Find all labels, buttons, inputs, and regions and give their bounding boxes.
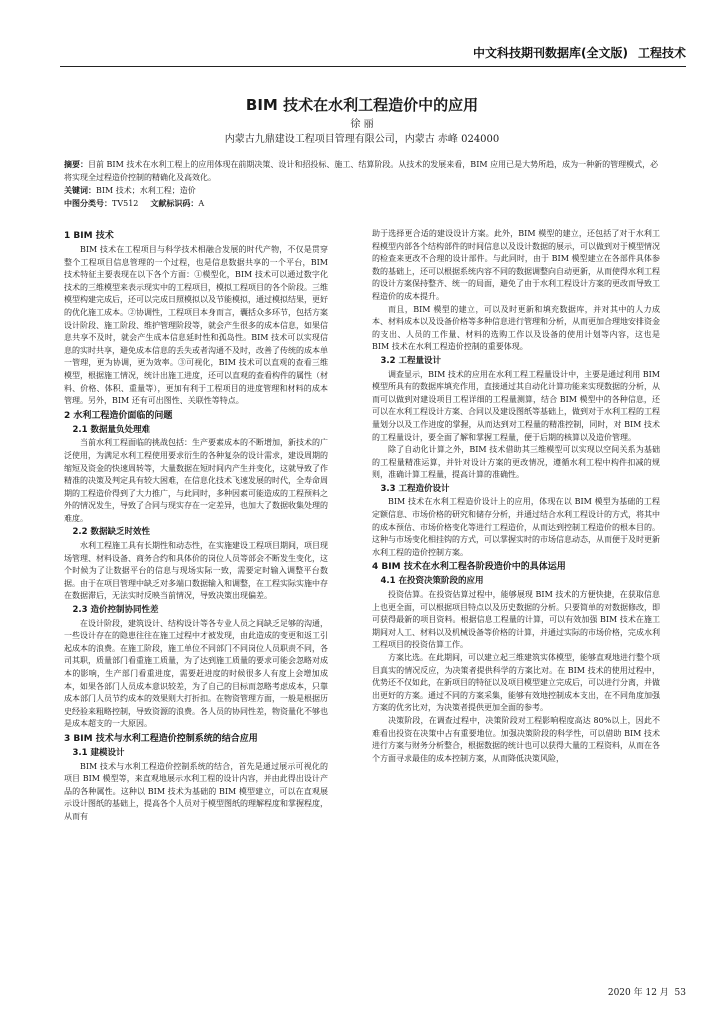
subsection-heading: 2.3 造价控制协同性差: [72, 605, 159, 616]
abstract-text: 目前 BIM 技术在水利工程上的应用体现在前期决策、设计和招投标、施工、结算阶段。从技术的发展来看，BIM 应用已是大势所趋，成为一种新的管理模式，必将实现全过程造价控制的精确化及高效化。: [64, 160, 659, 182]
subsection-heading: 3.3 工程造价设计: [380, 483, 450, 494]
clc-value: TV512: [112, 199, 139, 208]
affiliation: 内蒙古九鼎建设工程项目管理有限公司，内蒙古 赤峰 024000: [224, 134, 500, 145]
paragraph: 而且，BIM 模型的建立，可以及时更新和填充数据库，并对其中的人力成本、材料成本以及设备价格等多种信息进行管理和分析，从而更加合理地安排资金的支出、人员的工作量、材料的选购工作以及设备的使用计划等内容，这也是 BIM 技术在水利工程造价控制的重要体现。: [372, 304, 660, 352]
keywords-text: BIM 技术；水利工程；造价: [96, 186, 196, 195]
right-column: [372, 228, 660, 765]
header-rule: [60, 66, 686, 67]
article-title: BIM 技术在水利工程造价中的应用: [245, 96, 479, 114]
subsection-heading: 3.1 建模设计: [72, 747, 125, 758]
section-name: 工程技术: [637, 46, 686, 60]
paragraph: 水利工程施工具有长期性和动态性，在实施建设工程项目期间，项目现场管理、材料设备、商务合约和具体价的岗位人员等部会不断发生变化，这个时候为了让数据平台的信息与现场实际一致，需要定时输入调整平台数据。由于在项目管理中缺乏对多端口数据输入和调整，在工程实际实施中存在数据滞后，无法实时反映当前情况，导致决策出现偏差。: [64, 541, 328, 601]
section-heading: 2 水利工程造价面临的问题: [64, 410, 173, 421]
paragraph: 助于选择更合适的建设设计方案。此外，BIM 模型的建立，还包括了对于水利工程模型内部各个结构部件的时间信息以及设计数据的展示，可以做到对于模型情况的检查来更改不合理的设计部件。与此同时，由于 BIM 模型建立在各部件具体参数的基础上，还可以根据系统内容不同的数据调整向自动更新，从而使得水利工程的设计方案保持整齐、统一的局面，避免了由于水利工程设计方案的更改而导致工程造价的成本提升。: [372, 229, 660, 301]
journal-name: 中文科技期刊数据库(全文版): [473, 46, 628, 60]
left-column: [64, 228, 328, 824]
doc-code-label: 文献标识码：: [150, 199, 199, 208]
subsection-heading: 4.1 在投资决策阶段的应用: [380, 576, 484, 587]
subsection-heading: 3.2 工程量设计: [380, 355, 442, 366]
section-heading: 4 BIM 技术在水利工程各阶段造价中的具体运用: [372, 562, 566, 573]
paragraph: 投资估算。在投资估算过程中，能够展现 BIM 技术的方便快捷，在获取信息上也更全面，可以根据项目特点以及历史数据的分析。只要简单的对数据修改，即可获得最新的项目资料。根据信息工程量的计算，可以有效加强 BIM 技术在施工期间对人工、材料以及机械设备等价格的计算，并通过实际的市场价格，完成水利工程项目的投资估算工作。: [372, 590, 660, 650]
paragraph: BIM 技术与水利工程造价控制系统的结合，首先是通过展示可视化的项目 BIM 模型等，来直观地展示水利工程的设计内容，并由此得出设计产品的各种属性。这种以 BIM 技术为基础的 BIM 模型建立，可以在直观展示设计图纸的基础上，提高各个人员对于模型图纸的理解程度和掌握程度，从而有: [64, 761, 328, 821]
keywords: [64, 184, 666, 197]
subsection-heading: 2.1 数据量负处理难: [72, 424, 151, 435]
page-footer: [608, 985, 686, 998]
section-heading: 3 BIM 技术与水利工程造价控制系统的结合应用: [64, 733, 258, 744]
paragraph: BIM 技术在工程项目与科学技术相融合发展的时代产物，不仅是贯穿整个工程项目信息管理的一个过程，也是信息数据共享的一个平台，BIM 技术特征主要表现在以下各个方面：①模型化，BIM 技术可以通过数字化技术的三维模型来表示现实中的工程项目，模拟工程项目的各个阶段。三维模型构建完成后，还可以完成日照模拟以及节能模拟，通过模拟结果，更好的优化施工成本。②协调性，工程项目本身而言，囊括众多环节，包括方案设计阶段、施工阶段、维护管理阶段等，就会产生很多的成本信息，如果信息共享不及时，就会产生成本信息延时性和孤岛性。BIM 技术可以实现信息的实时共享，避免成本信息的丢失或者沟通不及时，改善了传统的成本单一管理，更为协调，更为效率。③可视化，BIM 技术可以直观的查看三维模型，根据施工情况，统计出施工进度，还可以直观的查看构件的属性（材料、价格、体积、重量等），更加有利于工程项目的进度管理和材料的成本管理。另外，BIM 还有可出图性、关联性等特点。: [64, 245, 328, 406]
section-heading: 1 BIM 技术: [64, 231, 114, 241]
author: 徐 丽: [350, 119, 374, 130]
paragraph: 方案比选。在此期间，可以建立起三维建筑实体模型，能够直观地进行整个项目真实的情况反应，为决策者提供科学的方案比对。在 BIM 技术的使用过程中，优势还不仅如此，在新项目的特征以及项目模型建立完成后，可以进行分离，并做出更好的方案。通过不同的方案采集，能够有效地控制成本支出，在不同角度加强方案的优劣比对，为决策者提供更加全面的参考。: [372, 653, 660, 713]
clc-label: 中图分类号：: [64, 199, 112, 208]
running-header: [420, 44, 686, 64]
subsection-heading: 2.2 数据缺乏时效性: [72, 527, 151, 538]
classification: [64, 197, 666, 210]
paragraph: 当前水利工程面临的挑战包括：生产要素成本的不断增加，新技术的广泛使用，为满足水利工程使用要求衍生的各种复杂的设计需求，建设周期的缩短及资金的快速周转等，大量数据在短时间内产生并变化，这就导致了作精准的决策及判定具有较大困难，在信息化技术飞速发展的时代，全寿命周期的工程造价得到了大力推广，与此同时，多种因素可能造成的工程预料之外的情况发生，导致了合同与现实存在一定差异，也加大了数据收集处理的难度。: [64, 438, 328, 523]
paragraph: 除了自动化计算之外，BIM 技术借助其三维模型可以实现以空间关系为基础的工程量精准运算，并针对设计方案的更改情况，遵循水利工程中构件扣减的规则，准确计算工程量，提高计算的准确性。: [372, 445, 660, 480]
abstract: [64, 158, 666, 184]
paragraph: 决策阶段，在调查过程中，决策阶段对工程影响程度高达 80%以上，因此不难看出投资在决策中占有重要地位。加强决策阶段的科学性，可以借助 BIM 技术进行方案与财务分析整合，根据数据的统计也可以获得大量的工程资料，从而在各个方面寻求最佳的成本控制方案，从而降低决策风险，: [372, 715, 660, 763]
abstract-label: 摘要：: [64, 160, 88, 169]
paragraph: BIM 技术在水利工程造价设计上的应用，体现在以 BIM 模型为基础的工程定额信息、市场价格的研究和储存分析，并通过结合水利工程设计的方式，将其中的成本预估、市场价格变化等进行工程造价，从而达到控制工程造价的根本目的。这种与市场变化相挂钩的方式，可以掌握实时的市场信息动态，从而便于及时更新水利工程的造价控制方案。: [372, 497, 660, 557]
paragraph: 在设计阶段，建筑设计、结构设计等各专业人员之间缺乏足够的沟通，一些设计存在的隐患往往在施工过程中才被发现，由此造成的变更和返工引起成本的浪费。在施工阶段，施工单位不同部门不同岗位人员职责不同，各司其职，质量部门看重施工质量，为了达到施工质量的要求可能会忽略对成本的影响，生产部门看重进度，需要赶进度的时候很多人有度上会增加成本，如果各部门人员成本意识较差，为了自己的目标而忽略考虑成本，只靠成本部门人员节约成本的效果则大打折扣。在物资管理方面，一般是根据历史经验来粗略控制，导致资源的浪费。各人员的协同性差，物资量化不够也是成本超支的一大原因。: [64, 618, 328, 729]
page-number: 53: [674, 988, 686, 998]
issue-date: 2020 年 12 月: [607, 988, 669, 998]
doc-code-value: A: [198, 199, 205, 208]
paragraph: 调查显示，BIM 技术的应用在水利工程工程量设计中，主要是通过利用 BIM 模型所具有的数据库填充作用，直接通过其自动化计算功能来实现数据的分析，从而可以做到对建设项目工程详细的工程量测算，结合 BIM 模型中的各种信息，还可以在水利工程设计方案、合同以及建设图纸等基础上，做到对于水利工程的工程量划分以及工作进度的掌握，从而达到对工程量的精准控制，同时，对 BIM 技术的工程量设计，要全面了解和掌握工程量，便于后期的核算以及造价管理。: [372, 369, 660, 442]
keywords-label: 关键词：: [64, 186, 96, 195]
article-meta: [64, 158, 666, 210]
